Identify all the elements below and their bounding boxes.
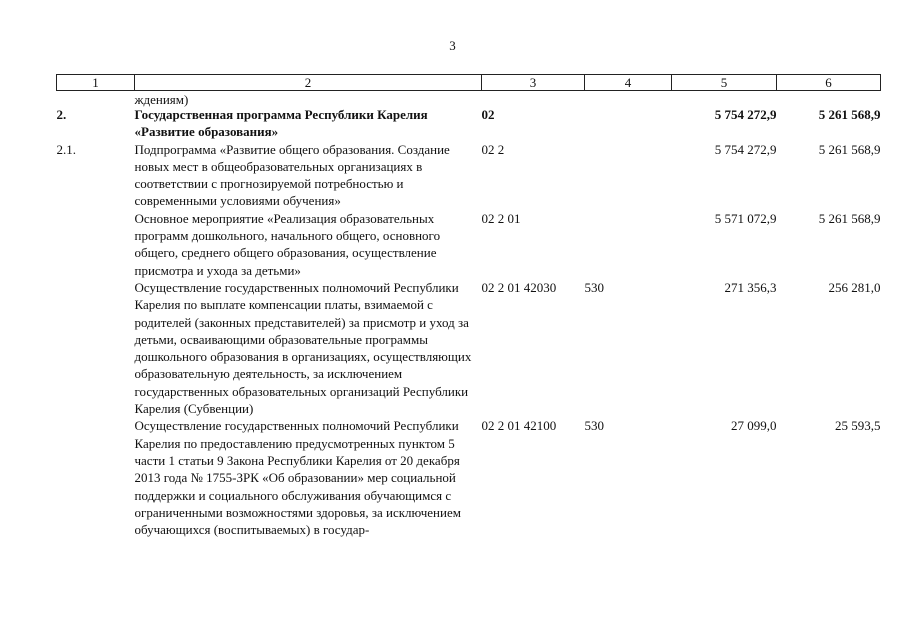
row-expense-type: 530 [584,418,604,434]
row-number [57,417,135,538]
row-name: Основное мероприятие «Реализация образовательных программ дошкольного, начального общего, основного общего, среднего общего образования, осуществление присмотра и ухода за детьми» [134,210,441,278]
row-expense-type [585,106,672,141]
row-code: 02 2 01 [481,210,521,226]
row-code: 02 2 [481,141,505,157]
row-number: 2. [56,107,67,122]
row-amount-1: 27 099,0 [731,418,777,434]
table-row [57,141,881,210]
row-code: 02 2 01 42030 [481,279,557,295]
table-row [57,417,881,538]
row-amount-1: 5 754 272,9 [714,141,777,157]
row-amount-2: 5 261 568,9 [818,141,881,157]
table-row [57,279,881,417]
row-amount-2: 25 593,5 [835,418,881,434]
row-expense-type [585,210,672,279]
row-amount-1: 5 571 072,9 [714,210,777,226]
row-name: Государственная программа Республики Карелия «Развитие образования» [134,107,428,140]
column-header: 5 [672,75,777,91]
row-amount-2: 5 261 568,9 [818,210,881,226]
row-amount-2: 256 281,0 [828,279,881,295]
row-code: 02 [481,107,495,122]
row-name: Осуществление государственных полномочий Республики Карелия по предоставлению предусмотренных пунктом 5 части 1 статьи 9 Закона Республики Карелия от 20 декабря 2013 года № 1755-ЗРК «Об образовании» мер социальной поддержки и социального обслуживания обучающимся с ограниченными возможностями здоровья, за исключением обучающихся (воспитываемых) в государ- [134,418,461,538]
row-number: 2.1. [56,141,76,157]
budget-table [56,74,881,538]
row-expense-type: 530 [584,279,604,295]
continuation-text: ждениям) [134,92,189,107]
column-header: 1 [57,75,135,91]
row-number [57,210,135,279]
row-code: 02 2 01 42100 [481,418,557,434]
table-row [57,210,881,279]
column-header: 3 [482,75,585,91]
row-expense-type [585,141,672,210]
column-header: 4 [585,75,672,91]
row-number [57,279,135,417]
row-amount-1: 5 754 272,9 [714,107,777,122]
page-number: 3 [449,38,456,53]
row-name: Подпрограмма «Развитие общего образования. Создание новых мест в общеобразовательных организациях в соответствии с прогнозируемой потребностью и современными условиями обучения» [134,141,450,209]
column-header: 6 [777,75,881,91]
column-header: 2 [135,75,482,91]
table-row [57,106,881,141]
row-amount-2: 5 261 568,9 [818,107,881,122]
continuation-row [57,91,881,107]
table-header-row [57,75,881,91]
row-amount-1: 271 356,3 [724,279,777,295]
row-name: Осуществление государственных полномочий Республики Карелия по выплате компенсации платы, взимаемой с родителей (законных представителей) за присмотр и уход за детьми, осваивающими образовательные программы дошкольного образования в организациях, осуществляющих образовательную деятельность, за исключением государственных образовательных организаций Республики Карелия (Субвенции) [134,279,472,417]
